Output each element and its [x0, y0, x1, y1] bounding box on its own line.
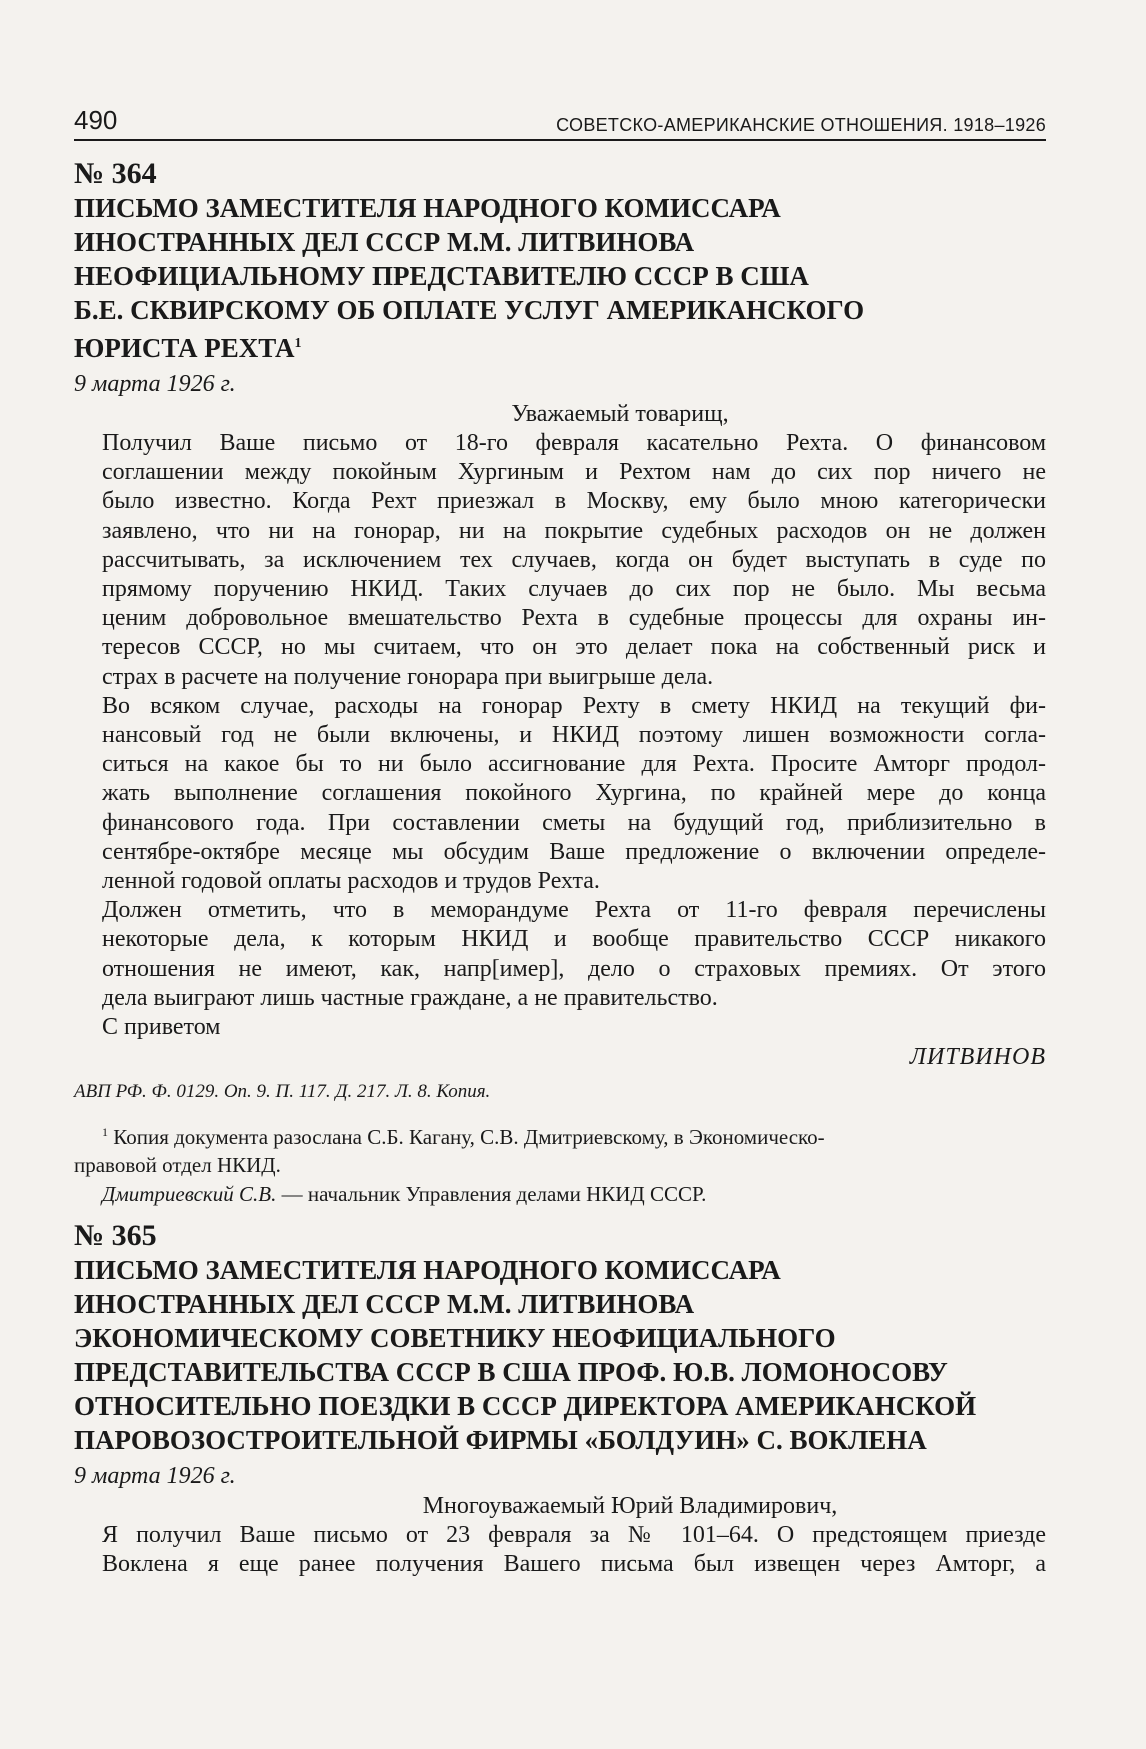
text-line: тересов СССР, но мы считаем, что он это делает пока на собственный риск и — [102, 634, 1046, 661]
text-line: Получил Ваше письмо от 18-го февраля касательно Рехта. О финансовом — [102, 430, 1046, 456]
title-line: НЕОФИЦИАЛЬНОМУ ПРЕДСТАВИТЕЛЮ СССР В США — [74, 261, 809, 291]
document-title — [74, 191, 1046, 365]
running-header — [74, 100, 1046, 141]
body-paragraph — [74, 896, 1046, 1013]
document-date: 9 марта 1926 г. — [74, 371, 236, 397]
title-line: ЭКОНОМИЧЕСКОМУ СОВЕТНИКУ НЕОФИЦИАЛЬНОГО — [74, 1323, 836, 1354]
footnote-text: правовой отдел НКИД. — [74, 1153, 281, 1178]
text-line: страх в расчете на получение гонорара при выигрыше дела. — [102, 663, 714, 690]
title-line: ПАРОВОЗОСТРОИТЕЛЬНОЙ ФИРМЫ «БОЛДУИН» С. ВОКЛЕНА — [74, 1425, 927, 1456]
salutation: Уважаемый товарищ, — [511, 401, 729, 427]
text-line: отношения не имеют, как, напр[имер], дело о страховых премиях. От этого — [102, 955, 1046, 982]
person-name: Дмитриевский С.В. — [102, 1182, 277, 1207]
text-line: Во всяком случае, расходы на гонорар Рехту в смету НКИД на текущий фи- — [102, 692, 1046, 719]
person-description: — начальник Управления делами НКИД СССР. — [276, 1182, 707, 1207]
text-line: Воклена я еще ранее получения Вашего письма был извещен через Амторг, а — [102, 1551, 1046, 1578]
text-line: жать выполнение соглашения покойного Хургина, по крайней мере до конца — [102, 780, 1046, 807]
footnote — [74, 1118, 1046, 1179]
document-date: 9 марта 1926 г. — [74, 1463, 236, 1490]
text-line: ситься на какое бы то ни было ассигнование для Рехта. Просите Амторг продол- — [102, 751, 1046, 778]
title-line: ПРЕДСТАВИТЕЛЬСТВА СССР В США ПРОФ. Ю.В. ЛОМОНОСОВУ — [74, 1357, 948, 1388]
text-line: рассчитывать, за исключением тех случаев, когда он будет выступать в суде по — [102, 546, 1046, 573]
document-number: № 364 — [74, 157, 157, 190]
text-line: прямому поручению НКИД. Таких случаев до сих пор не было. Мы весьма — [102, 576, 1046, 603]
text-line: Я получил Ваше письмо от 23 февраля за № 101–64. О предстоящем приезде — [102, 1522, 1046, 1549]
text-line: заявлено, что ни на гонорар, ни на покрытие судебных расходов он не должен — [102, 517, 1046, 544]
title-line: Б.Е. СКВИРСКОМУ ОБ ОПЛАТЕ УСЛУГ АМЕРИКАНСКОГО — [74, 295, 865, 325]
footnote-mark: 1 — [102, 1125, 108, 1140]
archive-reference: АВП РФ. Ф. 0129. Оп. 9. П. 117. Д. 217. Л. 8. Копия. — [74, 1081, 491, 1103]
title-line: ПИСЬМО ЗАМЕСТИТЕЛЯ НАРОДНОГО КОМИССАРА — [74, 1255, 781, 1286]
title-line: ИНОСТРАННЫХ ДЕЛ СССР М.М. ЛИТВИНОВА — [74, 227, 695, 257]
text-line: финансового года. При составлении сметы на будущий год, приблизительно в — [102, 809, 1046, 836]
document-365 — [74, 1219, 1046, 1579]
person-note — [74, 1179, 1046, 1209]
text-line: было известно. Когда Рехт приезжал в Москву, ему было мною категорически — [102, 488, 1046, 515]
signature: ЛИТВИНОВ — [909, 1044, 1046, 1071]
title-line-text: ЮРИСТА РЕХТА — [74, 333, 295, 363]
text-line: сентябре-октябре месяце мы обсудим Ваше предложение о включении определе- — [102, 838, 1046, 865]
salutation: Многоуважаемый Юрий Владимирович, — [422, 1493, 838, 1520]
page-number: 490 — [74, 105, 118, 135]
page-content — [74, 100, 1046, 1579]
title-line: ОТНОСИТЕЛЬНО ПОЕЗДКИ В СССР ДИРЕКТОРА АМЕРИКАНСКОЙ — [74, 1391, 977, 1422]
body-paragraph — [74, 1521, 1046, 1579]
title-line: ПИСЬМО ЗАМЕСТИТЕЛЯ НАРОДНОГО КОМИССАРА — [74, 193, 781, 223]
text-line: нансовый год не были включены, и НКИД поэтому лишен возможности согла- — [102, 722, 1046, 749]
title-line — [74, 327, 1046, 365]
document-title — [74, 1253, 1046, 1457]
body-paragraph — [74, 692, 1046, 896]
title-line: ИНОСТРАННЫХ ДЕЛ СССР М.М. ЛИТВИНОВА — [74, 1289, 695, 1320]
text-line: Должен отметить, что в меморандуме Рехта от 11-го февраля перечислены — [102, 897, 1046, 924]
document-number: № 365 — [74, 1219, 157, 1253]
footnote-reference[interactable]: 1 — [294, 336, 302, 351]
text-line: соглашении между покойным Хургиным и Рехтом нам до сих пор ничего не — [102, 459, 1046, 486]
closing: С приветом — [102, 1014, 221, 1041]
running-title: СОВЕТСКО-АМЕРИКАНСКИЕ ОТНОШЕНИЯ. 1918–1926 — [556, 115, 1046, 135]
text-line: дела выиграют лишь частные граждане, а не правительство. — [102, 984, 718, 1011]
text-line: ленной годовой оплаты расходов и трудов Рехта. — [102, 868, 600, 895]
body-paragraph — [74, 429, 1046, 692]
footnote-text: Копия документа разослана С.Б. Кагану, С.В. Дмитриевскому, в Экономическо- — [108, 1125, 825, 1150]
text-line: ценим добровольное вмешательство Рехта в судебные процессы для охраны ин- — [102, 605, 1046, 632]
text-line: некоторые дела, к которым НКИД и вообще правительство СССР никакого — [102, 926, 1046, 953]
